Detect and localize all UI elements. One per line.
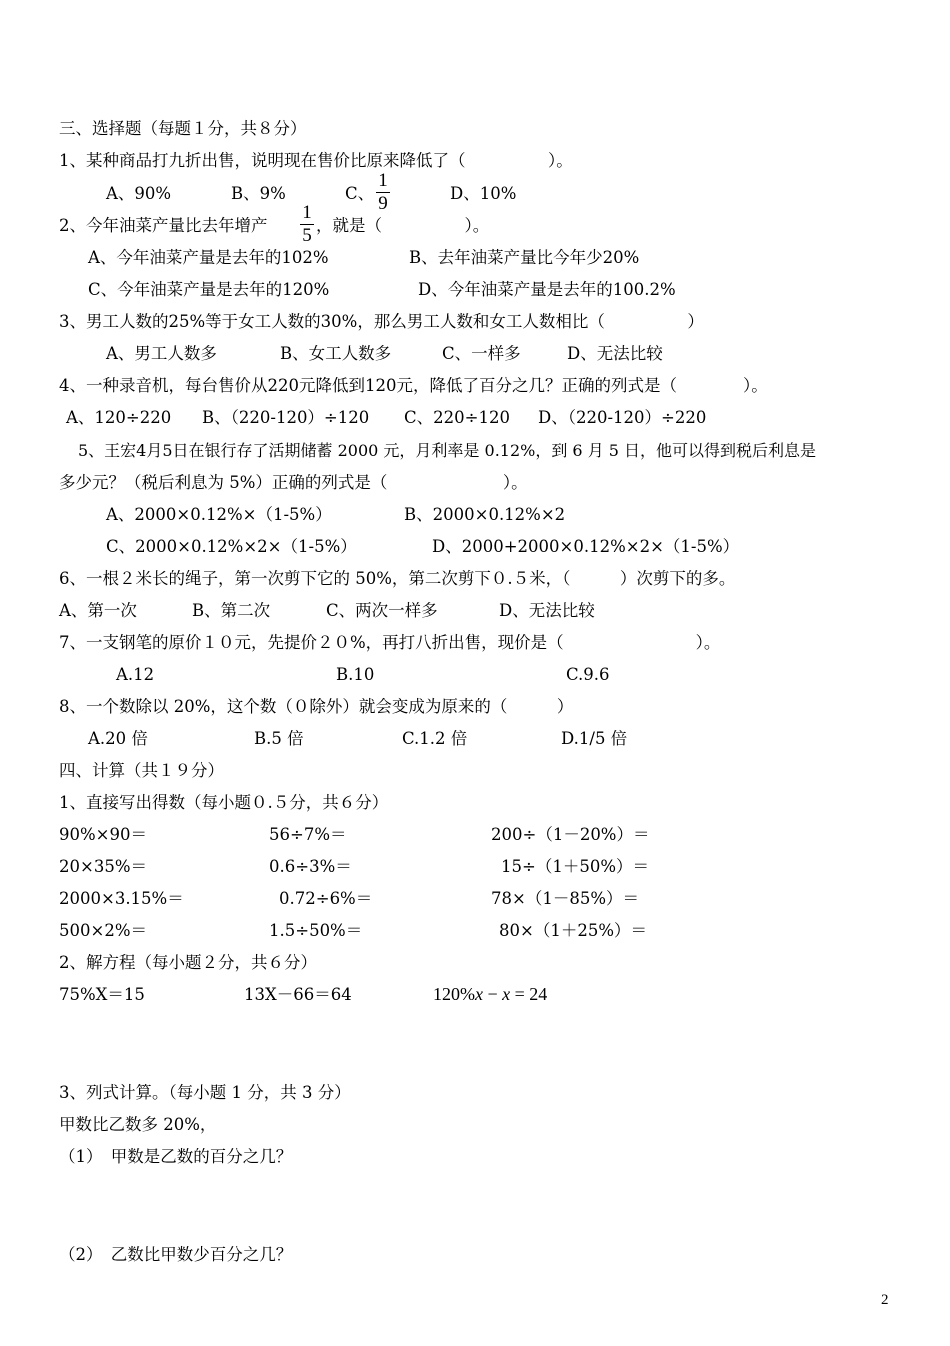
calc-item: 500×2%＝: [59, 921, 147, 940]
equation-3-var: x: [475, 984, 483, 1004]
section-title-text: 三、选择题（每题１分，共８分）: [59, 119, 307, 138]
option-a: A、男工人数多: [106, 344, 217, 363]
fraction-denominator: 9: [378, 193, 388, 214]
option-a: A.12: [116, 665, 155, 684]
sub-question: （1） 甲数是乙数的百分之几？: [59, 1147, 293, 1166]
option-c: C.1.2 倍: [402, 729, 468, 748]
option-b: B、去年油菜产量比今年少20%: [409, 248, 640, 267]
question-text: 8、一个数除以 20%，这个数（０除外）就会变成为原来的（ ）: [59, 697, 574, 716]
option-b: B、9%: [231, 184, 286, 203]
option-d: D、10%: [450, 184, 517, 203]
option-d: D、今年油菜产量是去年的100.2%: [418, 280, 676, 299]
equation-3-minus: −: [483, 984, 503, 1004]
question-text: 多少元？（税后利息为 5%）正确的列式是（ ）。: [59, 473, 528, 492]
calc-item: 20×35%＝: [59, 857, 147, 876]
problem-intro: 甲数比乙数多 20%，: [59, 1115, 217, 1134]
question-text: 1、某种商品打九折出售，说明现在售价比原来降低了（ ）。: [59, 151, 573, 170]
option-d: D、2000+2000×0.12%×2×（1-5%）: [432, 537, 740, 556]
section-title-text: 四、计算（共１９分）: [59, 761, 224, 780]
calc-item: 2000×3.15%＝: [59, 889, 184, 908]
subsection-title: 2、解方程（每小题２分，共６分）: [59, 953, 317, 972]
calc-item: 0.72÷6%＝: [279, 889, 373, 908]
option-a: A、今年油菜产量是去年的102%: [88, 248, 329, 267]
option-b: B.5 倍: [254, 729, 304, 748]
option-a: A、90%: [106, 184, 172, 203]
option-d: D、（220-120）÷220: [538, 408, 707, 427]
calc-item: 1.5÷50%＝: [269, 921, 363, 940]
equation-3-percent: 120%: [433, 984, 475, 1004]
calc-item: 0.6÷3%＝: [269, 857, 352, 876]
option-c: C、: [345, 184, 375, 203]
sub-question: （2） 乙数比甲数少百分之几？: [59, 1245, 293, 1264]
option-c: C、两次一样多: [326, 601, 438, 620]
calc-item: 78×（1－85%）＝: [491, 889, 639, 908]
calc-item: 90%×90＝: [59, 825, 147, 844]
question-text: 4、一种录音机，每台售价从220元降低到120元，降低了百分之几？正确的列式是（ ）。: [59, 376, 768, 395]
calc-item: 15÷（1＋50%）＝: [501, 857, 649, 876]
equation-3-rhs: = 24: [510, 984, 548, 1004]
fraction-denominator: 5: [302, 225, 312, 246]
option-d: D.1/5 倍: [561, 729, 628, 748]
question-text: 3、男工人数的25%等于女工人数的30%，那么男工人数和女工人数相比（ ）: [59, 312, 704, 331]
option-d: D、无法比较: [499, 601, 595, 620]
fraction-numerator: 1: [300, 203, 314, 225]
option-b: B.10: [336, 665, 375, 684]
question-text-tail: ，就是（ ）。: [316, 216, 490, 235]
equation-3: [433, 983, 547, 1005]
option-b: B、2000×0.12%×2: [404, 505, 566, 524]
option-c: C、今年油菜产量是去年的120%: [88, 280, 330, 299]
option-c: C、220÷120: [404, 408, 510, 427]
option-a: A.20 倍: [88, 729, 148, 748]
calc-item: 200÷（1－20%）＝: [491, 825, 650, 844]
option-c: C、一样多: [442, 344, 521, 363]
option-b: B、女工人数多: [280, 344, 392, 363]
option-c: C.9.6: [566, 665, 610, 684]
question-text: 6、一根２米长的绳子，第一次剪下它的 50%，第二次剪下０.５米，（ ）次剪下的多。: [59, 569, 736, 588]
equation-1: 75%X＝15: [59, 985, 145, 1004]
fraction-one-fifth: [300, 203, 314, 246]
option-a: A、120÷220: [66, 408, 172, 427]
option-c: C、2000×0.12%×2×（1-5%）: [106, 537, 357, 556]
question-text: 5、王宏4月5日在银行存了活期储蓄 2000 元，月利率是 0.12%，到 6 月 5 日，他可以得到税后利息是: [78, 441, 817, 460]
equation-2: 13X－66＝64: [244, 985, 352, 1004]
equation-3-var: x: [502, 984, 511, 1004]
option-d: D、无法比较: [567, 344, 663, 363]
question-text: 7、一支钢笔的原价１０元，先提价２０%，再打八折出售，现价是（ ）。: [59, 633, 721, 652]
option-a: A、2000×0.12%×（1-5%）: [106, 505, 332, 524]
fraction-one-ninth: [376, 171, 390, 214]
fraction-numerator: 1: [376, 171, 390, 193]
calc-item: 56÷7%＝: [269, 825, 347, 844]
subsection-title: 3、列式计算。（每小题 1 分，共 3 分）: [59, 1083, 351, 1102]
page-number: 2: [881, 1292, 889, 1308]
option-b: B、（220-120）÷120: [202, 408, 370, 427]
option-b: B、第二次: [192, 601, 271, 620]
option-a: A、第一次: [59, 601, 137, 620]
question-text: 2、今年油菜产量比去年增产: [59, 216, 268, 235]
subsection-title: 1、直接写出得数（每小题０.５分，共６分）: [59, 793, 389, 812]
calc-item: 80×（1＋25%）＝: [499, 921, 647, 940]
